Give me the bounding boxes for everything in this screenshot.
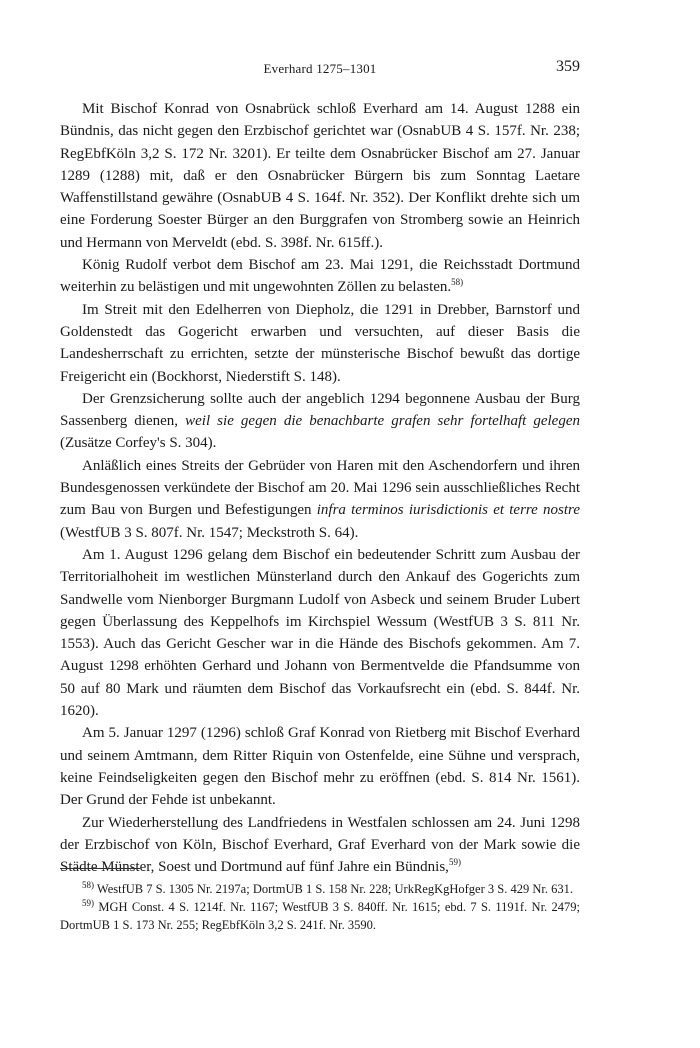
footnote-ref: 59): [448, 857, 461, 868]
paragraph: Am 1. August 1296 gelang dem Bischof ein bedeutender Schritt zum Ausbau der Territorialhoheit im westlichen Münsterland durch den Ankauf des Gogerichts zum Sandwelle vom Nienborger Burgmann Ludolf von Asbeck und seinem Bruder Lubert gegen Überlassung des Keppelhofs im Kirchspiel Wessum (WestfUB 3 S. 811 Nr. 1553). Auch das Gericht Gescher war in die Hände des Bischofs gekommen. Am 7. August 1298 erhöhten Gerhard und Johann von Bermentvelde die Pfandsumme von 50 auf 80 Mark und räumten dem Bischof das Vorkaufsrecht ein (ebd. S. 844f. Nr. 1620).: [60, 546, 580, 720]
running-title: Everhard 1275–1301: [263, 61, 377, 76]
paragraph: Mit Bischof Konrad von Osnabrück schloß Everhard am 14. August 1288 ein Bündnis, das nicht gegen den Erzbischof gerichtet war (OsnabUB 4 S. 157f. Nr. 238; RegEbfKöln 3,2 S. 172 Nr. 3201). Er teilte dem Osnabrücker Bischof am 27. Januar 1289 (1288) mit, daß er den Osnabrücker Bürgern bis zum Sonntag Laetare Waffenstillstand gewähre (OsnabUB 4 S. 164f. Nr. 352). Der Konflikt drehte sich um eine Forderung Soester Bürger an den Burggrafen von Stromberg sowie an Heinrich und Hermann von Merveldt (ebd. S. 398f. Nr. 615ff.).: [60, 101, 580, 251]
paragraph: König Rudolf verbot dem Bischof am 23. Mai 1291, die Reichsstadt Dortmund weiterhin zu belästigen und mit ungewohnten Zöllen zu belasten.$^{58)}$: [60, 257, 580, 296]
main-text: [60, 98, 580, 878]
paragraph: Anläßlich eines Streits der Gebrüder von Haren mit den Aschendorfern und ihren Bundesgenossen verkündete der Bischof am 20. Mai 1296 sein ausschließliches Recht zum Bau von Burgen und Befestigungen infra terminos iurisdictionis et terre nostre (WestfUB 3 S. 807f. Nr. 1547; Meckstroth S. 64).: [60, 457, 580, 541]
paragraph: Am 5. Januar 1297 (1296) schloß Graf Konrad von Rietberg mit Bischof Everhard und seinem Amtmann, dem Ritter Riquin von Ostenfelde, eine Sühne und versprach, keine Feindseligkeiten gegen den Bischof mehr zu eröffnen (ebd. S. 814 Nr. 1561). Der Grund der Fehde ist unbekannt.: [60, 725, 580, 809]
footnotes: [60, 880, 580, 934]
paragraph: Zur Wiederherstellung des Landfriedens in Westfalen schlossen am 24. Juni 1298 der Erzbischof von Köln, Bischof Everhard, Graf Everhard von der Mark sowie die Städte Münster, Soest und Dortmund auf fünf Jahre ein Bündnis,$^{59)}$: [60, 814, 580, 876]
page-number: 359: [556, 58, 580, 75]
quotation-italic: infra terminos iurisdictionis et terre nostre: [316, 502, 580, 519]
footnote-divider: [60, 868, 140, 869]
footnote: $^{59)}$ MGH Const. 4 S. 1214f. Nr. 1167; WestfUB 3 S. 840ff. Nr. 1615; ebd. 7 S. 1191f. Nr. 2479; DortmUB 1 S. 173 Nr. 255; RegEbfKöln 3,2 S. 241f. Nr. 3590.: [60, 897, 580, 932]
page-header: [60, 58, 580, 78]
footnote: $^{58)}$ WestfUB 7 S. 1305 Nr. 2197a; DortmUB 1 S. 158 Nr. 228; UrkRegKgHofger 3 S. 429 Nr. 631.: [82, 879, 573, 896]
footnote-ref: 58): [451, 277, 464, 288]
paragraph: Der Grenzsicherung sollte auch der angeblich 1294 begonnene Ausbau der Burg Sassenberg dienen, weil sie gegen die benachbarte grafen sehr fortelhaft gelegen (Zusätze Corfey's S. 304).: [60, 390, 580, 452]
footnote-mark: 58): [82, 879, 94, 890]
footnote-mark: 59): [82, 897, 94, 908]
quotation-italic: weil sie gegen die benachbarte grafen sehr fortelhaft gelegen: [185, 413, 580, 430]
paragraph: Im Streit mit den Edelherren von Diepholz, die 1291 in Drebber, Barnstorf und Goldenstedt das Gogericht erwarben und versuchten, auf dieser Basis die Landesherrschaft zu errichten, setzte der münsterische Bischof bewußt das dortige Freigericht ein (Bockhorst, Niederstift S. 148).: [60, 301, 580, 385]
